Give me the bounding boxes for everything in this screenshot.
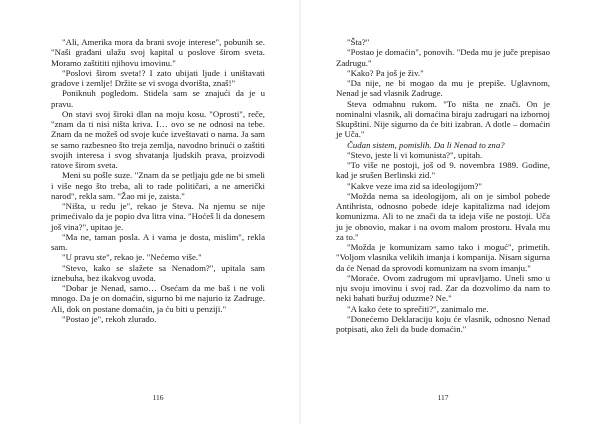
- italic-paragraph: Čudan sistem, pomislih. Da li Nenad to zna?: [347, 139, 505, 150]
- paragraph: "Šta?": [347, 37, 370, 47]
- paragraph: "U pravu ste", rekao je. "Nećemo više.": [62, 252, 202, 263]
- paragraph: Steva odmahnu rukom. "To ništa ne znači. On je nominalni vlasnik, ali domaćina biraju zadrugari na izbornoj Skupštini. Nije sigurno da će biti izabran. A dotle – domaćin je Uča.": [336, 98, 550, 140]
- paragraph: "Kakve veze ima zid sa ideologijom?": [347, 180, 482, 191]
- page-number-left: 116: [152, 393, 164, 402]
- paragraph: "Stevo, kako se slažete sa Nenadom?", upitala sam iznebuha, bez ikakvog uvoda.: [51, 262, 265, 283]
- paragraph: "Donećemo Deklaraciju koju će vlasnik, odnosno Nenad potpisati, ako želi da bude domaćin.": [336, 313, 550, 334]
- paragraph: "Da nije, ne bi mogao da mu je prepiše. Uglavnom, Nenad je sad vlasnik Zadruge.: [336, 78, 550, 99]
- paragraph: On stavi svoj široki dlan na moju kosu. "Oprosti", reče, "znam da ti nisi ništa kriva. I… ovo se ne odnosi na tebe. Znam da ne možeš od svoje kuće izveštavati o nama. Ja sam se samo razbesneo što treja zemlja, navodno brinući o zaštiti svojih interesa i svog shvatanja ljudskih prava, proizvodi ratove širom sveta.: [51, 108, 265, 170]
- paragraph: "Dobar je Nenad, samo… Osećam da me baš i ne voli mnogo. Da je on domaćin, sigurno bi me najurio iz Zadruge. Ali, dok on postane domaćin, ja ću biti u penziji.": [51, 283, 265, 314]
- paragraph: "Ma ne, taman posla. A i vama je dosta, mislim", rekla sam.: [51, 231, 265, 252]
- right-page-text: [336, 37, 550, 334]
- paragraph: "Postao je", rekoh zlurado.: [62, 313, 157, 324]
- paragraph: "To više ne postoji, još od 9. novembra 1989. Godine, kad je srušen Berlinski zid.": [336, 160, 550, 181]
- paragraph: "Moraće. Ovom zadrugom mi upravljamo. Uneli smo u nju svoju imovinu i svoj rad. Zar da dozvolimo da nam to neki bahati buržuj oduzme? Ne.": [336, 272, 550, 304]
- paragraph: "A kako ćete to sprečiti?", zanimalo me.: [347, 303, 489, 314]
- paragraph: "Ali, Amerika mora da brani svoje interese", pobunih se. "Naši građani ulažu svoj kapital u poslove širom sveta. Moramo zaštititi njihovu imovinu.": [51, 37, 265, 68]
- paragraph: "Ništa, u redu je", rekao je Steva. Na njemu se nije primećivalo da je popio dva litra vina. "Hoćeš li da donesem još vina?", upitao je.: [51, 201, 265, 232]
- left-page-text: [51, 37, 265, 324]
- paragraph: "Možda nema sa ideologijom, ali on je simbol pobede Antihrista, odnosno pobede ideje kapitalizma nad idejom komunizma. Ali to ne znači da ta ideja više ne postoji. Uča ju je obnovio, makar i na ovom malom prostoru. Hvala mu za to.": [336, 190, 550, 242]
- paragraph: "Postao je domaćin", ponovih. "Deda mu je juče prepisao Zadrugu.": [336, 47, 550, 68]
- paragraph: "Možda je komunizam samo tako i moguć", primetih. "Voljom vlasnika velikih imanja i kompanija. Nisam sigurna da će Nenad da sprovodi komunizam na svom imanju.": [336, 242, 550, 273]
- paragraph: Meni su pošle suze. "Znam da se petljaju gde ne bi smeli i više nego što treba, ali to rade političari, a ne američki narod", rekla sam. "Žao mi je, zaista.": [51, 170, 265, 201]
- page-number-right: 117: [437, 393, 449, 402]
- right-page: [300, 0, 600, 424]
- paragraph: "Stevo, jeste li vi komunista?", upitah.: [347, 149, 483, 160]
- paragraph: Poniknuh pogledom. Stidela sam se znajući da je u pravu.: [51, 88, 265, 109]
- paragraph: "Poslovi širom sveta!? I zato ubijati ljude i uništavati gradove i zemlje! Držite se vi svoga dvorišta, znaš!": [51, 67, 265, 88]
- paragraph: "Kako? Pa još je živ.": [347, 67, 424, 78]
